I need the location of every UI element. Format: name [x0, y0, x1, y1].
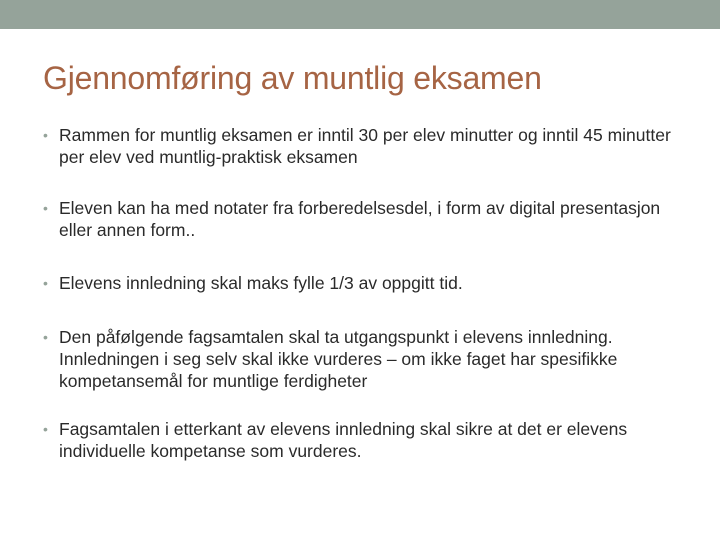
top-decorative-band [0, 0, 720, 29]
bullet-marker: • [43, 275, 48, 291]
bullet-marker: • [43, 421, 48, 437]
bullet-item [43, 418, 688, 462]
bullet-text: Rammen for muntlig eksamen er inntil 30 per elev minutter og inntil 45 minutter per elev ved muntlig-praktisk eksamen [59, 125, 671, 167]
bullet-marker: • [43, 200, 48, 216]
bullet-text: Elevens innledning skal maks fylle 1/3 av oppgitt tid. [59, 273, 463, 293]
bullet-item [43, 272, 688, 294]
bullet-text: Eleven kan ha med notater fra forberedelsesdel, i form av digital presentasjon eller annen form.. [59, 198, 661, 240]
bullet-item [43, 326, 688, 392]
bullet-text: Den påfølgende fagsamtalen skal ta utgangspunkt i elevens innledning. Innledningen i seg selv skal ikke vurderes – om ikke faget har spesifikke kompetansemål for muntlige ferdigheter [59, 327, 618, 391]
bullet-text: Fagsamtalen i etterkant av elevens innledning skal sikre at det er elevens individuelle kompetanse som vurderes. [59, 419, 628, 461]
bullet-marker: • [43, 329, 48, 345]
bullet-marker: • [43, 127, 48, 143]
bullet-item [43, 197, 688, 241]
slide-title: Gjennomføring av muntlig eksamen [43, 60, 542, 96]
bullet-list [43, 124, 688, 462]
bullet-item [43, 124, 688, 168]
